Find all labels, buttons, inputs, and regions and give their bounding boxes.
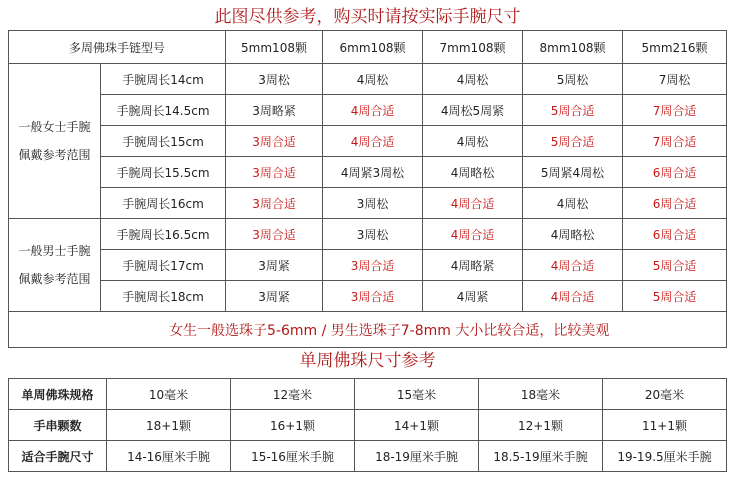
fit-cell: 4周松 bbox=[523, 188, 623, 219]
fit-cell: 4周紧 bbox=[423, 281, 523, 312]
fit-cell: 5周合适 bbox=[523, 126, 623, 157]
fit-cell: 3周合适 bbox=[226, 188, 323, 219]
table-row bbox=[9, 64, 727, 95]
model-header: 7mm108颗 bbox=[423, 31, 523, 64]
fit-cell: 4周合适 bbox=[323, 126, 423, 157]
table-row bbox=[9, 441, 727, 472]
model-header: 8mm108颗 bbox=[523, 31, 623, 64]
table-row bbox=[9, 219, 727, 250]
value-cell: 15毫米 bbox=[355, 379, 479, 410]
table-row bbox=[9, 126, 727, 157]
fit-cell: 3周紧 bbox=[226, 281, 323, 312]
group-label bbox=[9, 64, 101, 219]
model-header: 5mm216颗 bbox=[623, 31, 727, 64]
wrist-size-cell: 手腕周长17cm bbox=[101, 250, 226, 281]
fit-cell: 4周略紧 bbox=[423, 250, 523, 281]
fit-cell: 4周合适 bbox=[423, 219, 523, 250]
fit-cell: 7周合适 bbox=[623, 126, 727, 157]
fit-cell: 3周合适 bbox=[226, 126, 323, 157]
table-row bbox=[9, 95, 727, 126]
fit-cell: 3周松 bbox=[323, 188, 423, 219]
table-row bbox=[9, 250, 727, 281]
value-cell: 16+1颗 bbox=[231, 410, 355, 441]
model-header: 6mm108颗 bbox=[323, 31, 423, 64]
fit-cell: 4周合适 bbox=[423, 188, 523, 219]
fit-cell: 7周合适 bbox=[623, 95, 727, 126]
fit-cell: 3周紧 bbox=[226, 250, 323, 281]
fit-cell: 5周合适 bbox=[523, 95, 623, 126]
row-label: 单周佛珠规格 bbox=[9, 379, 107, 410]
fit-cell: 5周松 bbox=[523, 64, 623, 95]
wrist-size-cell: 手腕周长14.5cm bbox=[101, 95, 226, 126]
value-cell: 11+1颗 bbox=[603, 410, 727, 441]
value-cell: 18毫米 bbox=[479, 379, 603, 410]
fit-cell: 4周合适 bbox=[523, 281, 623, 312]
group-label-line1: 一般女士手腕 bbox=[18, 120, 91, 134]
fit-cell: 4周略松 bbox=[423, 157, 523, 188]
table-row bbox=[9, 188, 727, 219]
fit-cell: 6周合适 bbox=[623, 188, 727, 219]
group-label-line2: 佩戴参考范围 bbox=[18, 272, 91, 286]
fit-cell: 5周合适 bbox=[623, 250, 727, 281]
value-cell: 12毫米 bbox=[231, 379, 355, 410]
page-title: 此图尽供参考，购买时请按实际手腕尺寸 bbox=[214, 7, 521, 27]
fit-cell: 4周松 bbox=[323, 64, 423, 95]
single-loop-section-title: 单周佛珠尺寸参考 bbox=[299, 351, 436, 371]
table-row bbox=[9, 379, 727, 410]
fit-cell: 4周松5周紧 bbox=[423, 95, 523, 126]
wrist-size-cell: 手腕周长15cm bbox=[101, 126, 226, 157]
fit-cell: 3周合适 bbox=[323, 250, 423, 281]
model-header-label: 多周佛珠手链型号 bbox=[9, 31, 226, 64]
fit-cell: 3周合适 bbox=[226, 157, 323, 188]
model-header: 5mm108颗 bbox=[226, 31, 323, 64]
row-label: 适合手腕尺寸 bbox=[9, 441, 107, 472]
value-cell: 12+1颗 bbox=[479, 410, 603, 441]
fit-cell: 6周合适 bbox=[623, 219, 727, 250]
wrist-size-cell: 手腕周长14cm bbox=[101, 64, 226, 95]
fit-cell: 4周合适 bbox=[523, 250, 623, 281]
wrist-size-cell: 手腕周长18cm bbox=[101, 281, 226, 312]
fit-cell: 5周合适 bbox=[623, 281, 727, 312]
value-cell: 18-19厘米手腕 bbox=[355, 441, 479, 472]
single-loop-size-table bbox=[8, 378, 727, 472]
group-label-line1: 一般男士手腕 bbox=[18, 244, 91, 258]
wrist-size-cell: 手腕周长15.5cm bbox=[101, 157, 226, 188]
fit-cell: 3周略紧 bbox=[226, 95, 323, 126]
fit-cell: 3周松 bbox=[226, 64, 323, 95]
table-row bbox=[9, 157, 727, 188]
value-cell: 18.5-19厘米手腕 bbox=[479, 441, 603, 472]
fit-cell: 4周紧3周松 bbox=[323, 157, 423, 188]
value-cell: 15-16厘米手腕 bbox=[231, 441, 355, 472]
value-cell: 14+1颗 bbox=[355, 410, 479, 441]
fit-cell: 4周松 bbox=[423, 126, 523, 157]
value-cell: 20毫米 bbox=[603, 379, 727, 410]
fit-cell: 3周合适 bbox=[323, 281, 423, 312]
value-cell: 18+1颗 bbox=[107, 410, 231, 441]
table-row bbox=[9, 281, 727, 312]
fit-cell: 3周松 bbox=[323, 219, 423, 250]
header-row bbox=[9, 31, 727, 64]
row-label: 手串颗数 bbox=[9, 410, 107, 441]
value-cell: 10毫米 bbox=[107, 379, 231, 410]
fit-cell: 5周紧4周松 bbox=[523, 157, 623, 188]
fit-cell: 4周合适 bbox=[323, 95, 423, 126]
fit-cell: 6周合适 bbox=[623, 157, 727, 188]
multi-loop-size-table bbox=[8, 30, 727, 348]
group-label bbox=[9, 219, 101, 312]
wrist-size-cell: 手腕周长16cm bbox=[101, 188, 226, 219]
fit-cell: 4周略松 bbox=[523, 219, 623, 250]
value-cell: 19-19.5厘米手腕 bbox=[603, 441, 727, 472]
table-row bbox=[9, 410, 727, 441]
group-label-line2: 佩戴参考范围 bbox=[18, 148, 91, 162]
fit-cell: 4周松 bbox=[423, 64, 523, 95]
wrist-size-cell: 手腕周长16.5cm bbox=[101, 219, 226, 250]
fit-cell: 7周松 bbox=[623, 64, 727, 95]
fit-cell: 3周合适 bbox=[226, 219, 323, 250]
value-cell: 14-16厘米手腕 bbox=[107, 441, 231, 472]
bead-size-note: 女生一般选珠子5-6mm / 男生选珠子7-8mm 大小比较合适，比较美观 bbox=[9, 312, 727, 348]
note-row bbox=[9, 312, 727, 348]
